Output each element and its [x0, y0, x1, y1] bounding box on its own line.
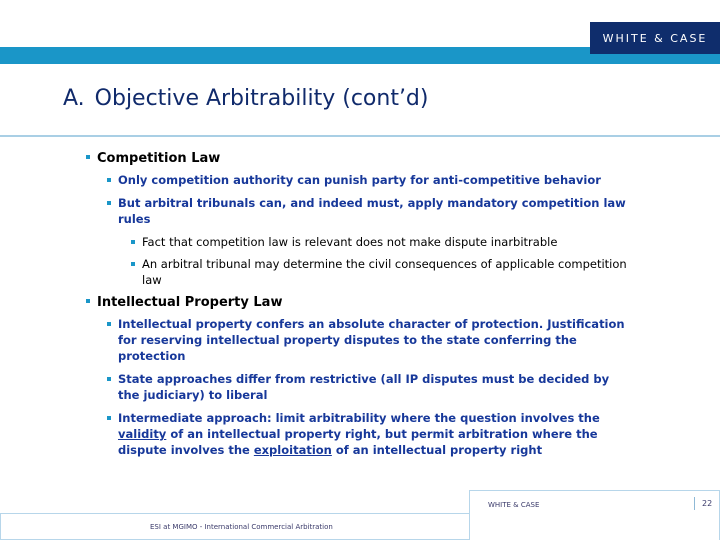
slide-title-number: A.: [63, 86, 85, 111]
underlined-term-exploitation: exploitation: [253, 443, 332, 457]
sub-bullet-item: [131, 256, 627, 288]
bullet-item: [107, 410, 633, 458]
square-bullet-icon: [86, 155, 90, 159]
bullet-item-text: Only competition authority can punish party for anti-competitive behavior: [118, 173, 601, 187]
page-number: 22: [702, 499, 713, 508]
bullet-item: [107, 195, 633, 227]
slide-title-text: Objective Arbitrability (cont’d): [94, 86, 429, 111]
brand-logo-text: WHITE & CASE: [602, 31, 708, 45]
sub-bullet-item-text: Fact that competition law is relevant does not make dispute inarbitrable: [142, 235, 558, 249]
footer-brand-text: WHITE & CASE: [488, 501, 540, 509]
bullet-item-text: But arbitral tribunals can, and indeed must, apply mandatory competition law rules: [118, 196, 626, 226]
bullet-item: [107, 316, 633, 364]
section-heading-text: Intellectual Property Law: [97, 295, 283, 310]
bullet-item-text: State approaches differ from restrictive (all IP disputes must be decided by the judiciary) to liberal: [118, 372, 610, 402]
sub-bullet-item-text: An arbitral tribunal may determine the civil consequences of applicable competition law: [142, 257, 627, 287]
bullet-item: [107, 172, 633, 188]
mixed-text-part: Intermediate approach: limit arbitrability where the question involves the: [118, 411, 600, 425]
square-bullet-icon: [131, 240, 135, 244]
footer-separator: [694, 497, 695, 510]
slide-title: [63, 86, 428, 111]
underlined-term-validity: validity: [118, 427, 167, 441]
section-heading: [86, 294, 706, 311]
section-heading: [86, 150, 706, 167]
footer-course-text: ESI at MGIMO - International Commercial Arbitration: [150, 523, 333, 531]
section-heading-text: Competition Law: [97, 151, 221, 166]
title-divider: [0, 135, 720, 137]
brand-logo: [590, 22, 720, 54]
square-bullet-icon: [107, 416, 111, 420]
slide-body: [86, 150, 706, 465]
square-bullet-icon: [107, 201, 111, 205]
footer-right-box: [469, 490, 720, 540]
mixed-text-part: of an intellectual property right, but permit arbitration where the dispute involves the: [118, 427, 598, 457]
square-bullet-icon: [86, 299, 90, 303]
sub-bullet-item: [131, 234, 627, 250]
square-bullet-icon: [107, 322, 111, 326]
bullet-item: [107, 371, 633, 403]
square-bullet-icon: [131, 262, 135, 266]
bullet-item-text: Intellectual property confers an absolute character of protection. Justification for reserving intellectual property disputes to the state conferring the protection: [118, 317, 625, 363]
mixed-text-part: of an intellectual property right: [331, 443, 543, 457]
square-bullet-icon: [107, 377, 111, 381]
square-bullet-icon: [107, 178, 111, 182]
